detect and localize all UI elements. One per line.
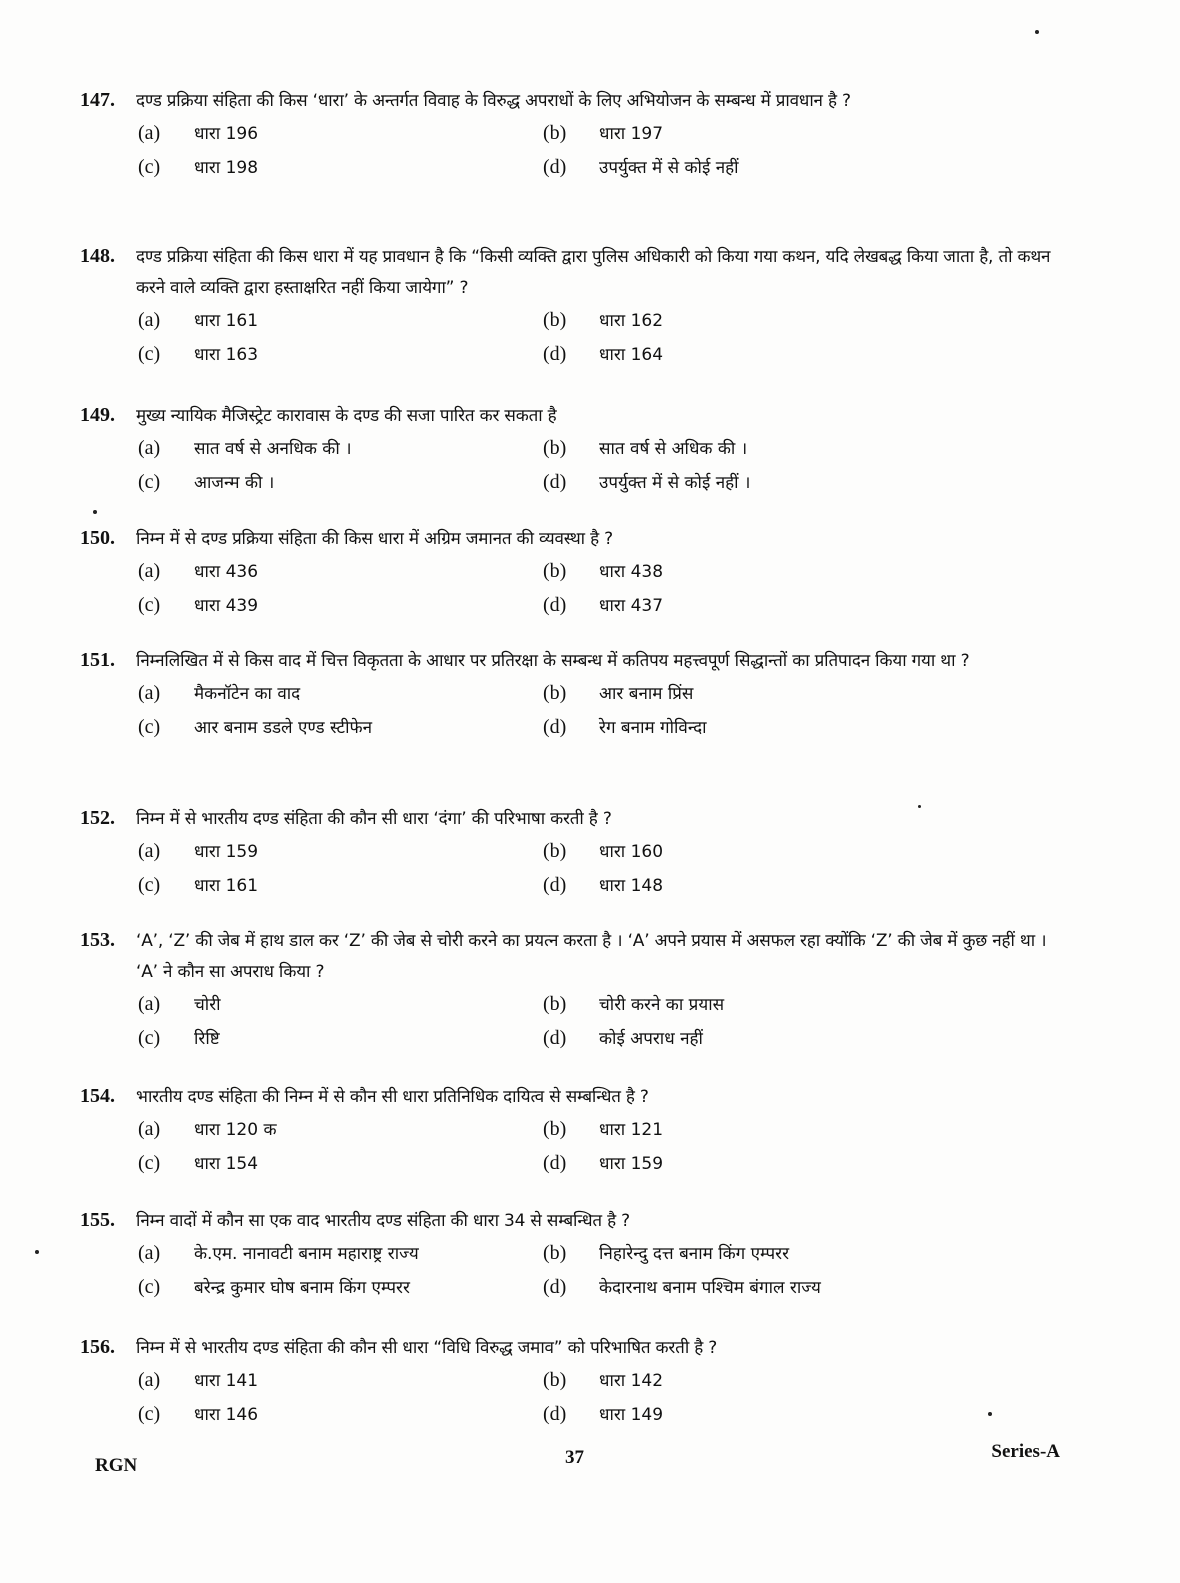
option-label: (d) xyxy=(543,156,567,178)
option-text: आर बनाम डडले एण्ड स्टीफेन xyxy=(194,718,373,738)
option-text: धारा 161 xyxy=(194,311,259,331)
question-154 xyxy=(80,1081,1070,1179)
option-c[interactable] xyxy=(138,338,543,370)
option-text: धारा 159 xyxy=(194,842,259,862)
option-a[interactable] xyxy=(138,1364,543,1396)
question-text: दण्ड प्रक्रिया संहिता की किस धारा में यह प्रावधान है कि “किसी व्यक्ति द्वारा पुलिस अधिकारी को किया गया कथन, यदि लेखबद्ध किया जाता है, तो कथन करने वाले व्यक्ति द्वारा हस्ताक्षरित नहीं किया जायेगा” ? xyxy=(136,247,1051,298)
option-b[interactable] xyxy=(543,1237,973,1269)
options-grid xyxy=(138,1113,1070,1179)
option-text: धारा 439 xyxy=(194,596,259,616)
option-d[interactable] xyxy=(543,869,973,901)
question-text: मुख्य न्यायिक मैजिस्ट्रेट कारावास के दण्ड की सजा पारित कर सकता है xyxy=(136,406,557,426)
option-text: मैकनॉटेन का वाद xyxy=(194,684,301,704)
options-grid xyxy=(138,988,1070,1054)
question-152 xyxy=(80,803,1070,901)
option-text: धारा 154 xyxy=(194,1154,259,1174)
option-text: आर बनाम प्रिंस xyxy=(599,684,694,704)
question-stem xyxy=(80,803,1070,835)
scan-speck xyxy=(35,1250,39,1254)
option-label: (d) xyxy=(543,716,567,738)
question-number: 152. xyxy=(80,807,115,829)
option-label: (a) xyxy=(138,840,161,862)
option-label: (c) xyxy=(138,1152,161,1174)
option-c[interactable] xyxy=(138,1147,543,1179)
question-150 xyxy=(80,523,1070,621)
option-b[interactable] xyxy=(543,988,973,1020)
option-a[interactable] xyxy=(138,1237,543,1269)
option-label: (c) xyxy=(138,1276,161,1298)
option-text: रिष्टि xyxy=(194,1029,220,1049)
option-text: धारा 197 xyxy=(599,124,664,144)
option-d[interactable] xyxy=(543,338,973,370)
question-155 xyxy=(80,1205,1070,1303)
option-b[interactable] xyxy=(543,304,973,336)
option-c[interactable] xyxy=(138,589,543,621)
option-label: (b) xyxy=(543,437,567,459)
scan-speck xyxy=(988,1412,992,1416)
option-c[interactable] xyxy=(138,1271,543,1303)
option-d[interactable] xyxy=(543,711,973,743)
option-b[interactable] xyxy=(543,835,973,867)
option-d[interactable] xyxy=(543,1147,973,1179)
question-text: निम्न में से भारतीय दण्ड संहिता की कौन सी धारा “विधि विरुद्ध जमाव” को परिभाषित करती है ? xyxy=(136,1338,718,1358)
option-label: (c) xyxy=(138,471,161,493)
option-label: (c) xyxy=(138,343,161,365)
option-b[interactable] xyxy=(543,1113,973,1145)
option-a[interactable] xyxy=(138,117,543,149)
option-a[interactable] xyxy=(138,835,543,867)
question-stem xyxy=(80,645,1070,677)
option-d[interactable] xyxy=(543,1022,973,1054)
option-label: (c) xyxy=(138,874,161,896)
option-label: (d) xyxy=(543,594,567,616)
scan-speck xyxy=(918,805,921,808)
question-text: ‘A’, ‘Z’ की जेब में हाथ डाल कर ‘Z’ की जेब से चोरी करने का प्रयत्न करता है । ‘A’ अपने प्रयास में असफल रहा क्योंकि ‘Z’ की जेब में कुछ नहीं था । ‘A’ ने कौन सा अपराध किया ? xyxy=(136,931,1047,982)
option-label: (d) xyxy=(543,1403,567,1425)
option-label: (c) xyxy=(138,1027,161,1049)
option-text: चोरी xyxy=(194,995,221,1015)
question-number: 154. xyxy=(80,1085,115,1107)
option-b[interactable] xyxy=(543,555,973,587)
page-number: 37 xyxy=(565,1447,584,1468)
question-stem xyxy=(80,1332,1070,1364)
question-149 xyxy=(80,400,1070,498)
question-153 xyxy=(80,925,1070,1054)
option-text: धारा 163 xyxy=(194,345,259,365)
question-number: 151. xyxy=(80,649,115,671)
question-number: 156. xyxy=(80,1336,115,1358)
option-text: सात वर्ष से अधिक की । xyxy=(599,439,748,459)
option-label: (b) xyxy=(543,1118,567,1140)
option-d[interactable] xyxy=(543,1398,973,1430)
question-number: 149. xyxy=(80,404,115,426)
option-text: उपर्युक्त में से कोई नहीं । xyxy=(599,473,751,493)
option-text: धारा 436 xyxy=(194,562,259,582)
question-text: दण्ड प्रक्रिया संहिता की किस ‘धारा’ के अन्तर्गत विवाह के विरुद्ध अपराधों के लिए अभियोजन के सम्बन्ध में प्रावधान है ? xyxy=(136,91,851,111)
option-text: के.एम. नानावटी बनाम महाराष्ट्र राज्य xyxy=(194,1244,419,1264)
option-b[interactable] xyxy=(543,117,973,149)
option-label: (b) xyxy=(543,560,567,582)
question-number: 155. xyxy=(80,1209,115,1231)
option-label: (c) xyxy=(138,594,161,616)
question-text: निम्नलिखित में से किस वाद में चित्त विकृतता के आधार पर प्रतिरक्षा के सम्बन्ध में कतिपय महत्त्वपूर्ण सिद्धान्तों का प्रतिपादन किया गया था ? xyxy=(136,651,970,671)
question-148 xyxy=(80,241,1070,370)
option-b[interactable] xyxy=(543,1364,973,1396)
question-stem xyxy=(80,1081,1070,1113)
option-text: धारा 164 xyxy=(599,345,664,365)
option-label: (a) xyxy=(138,122,161,144)
option-a[interactable] xyxy=(138,304,543,336)
options-grid xyxy=(138,432,1070,498)
option-label: (a) xyxy=(138,1118,161,1140)
option-a[interactable] xyxy=(138,555,543,587)
options-grid xyxy=(138,555,1070,621)
option-text: सात वर्ष से अनधिक की । xyxy=(194,439,352,459)
option-text: धारा 142 xyxy=(599,1371,664,1391)
option-label: (b) xyxy=(543,122,567,144)
question-text: निम्न में से भारतीय दण्ड संहिता की कौन सी धारा ‘दंगा’ की परिभाषा करती है ? xyxy=(136,809,612,829)
option-label: (b) xyxy=(543,1369,567,1391)
option-c[interactable] xyxy=(138,711,543,743)
question-stem xyxy=(80,523,1070,555)
scan-speck xyxy=(93,510,97,514)
option-text: धारा 149 xyxy=(599,1405,664,1425)
option-text: आजन्म की । xyxy=(194,473,275,493)
option-label: (d) xyxy=(543,1152,567,1174)
options-grid xyxy=(138,677,1070,743)
option-text: धारा 196 xyxy=(194,124,259,144)
option-c[interactable] xyxy=(138,151,543,183)
question-156 xyxy=(80,1332,1070,1430)
option-d[interactable] xyxy=(543,151,973,183)
option-text: धारा 437 xyxy=(599,596,664,616)
option-text: बरेन्द्र कुमार घोष बनाम किंग एम्परर xyxy=(194,1278,410,1298)
option-a[interactable] xyxy=(138,677,543,709)
option-c[interactable] xyxy=(138,466,543,498)
question-number: 150. xyxy=(80,527,115,549)
option-label: (a) xyxy=(138,1242,161,1264)
question-147 xyxy=(80,85,1070,183)
option-d[interactable] xyxy=(543,589,973,621)
option-label: (c) xyxy=(138,156,161,178)
question-stem xyxy=(80,1205,1070,1237)
option-c[interactable] xyxy=(138,1398,543,1430)
option-label: (b) xyxy=(543,309,567,331)
option-label: (d) xyxy=(543,1027,567,1049)
options-grid xyxy=(138,117,1070,183)
question-stem xyxy=(80,925,1070,988)
option-text: उपर्युक्त में से कोई नहीं xyxy=(599,158,739,178)
option-text: निहारेन्दु दत्त बनाम किंग एम्परर xyxy=(599,1244,790,1264)
option-text: धारा 438 xyxy=(599,562,664,582)
option-text: धारा 160 xyxy=(599,842,664,862)
option-d[interactable] xyxy=(543,466,973,498)
option-text: धारा 120 क xyxy=(194,1120,277,1140)
options-grid xyxy=(138,835,1070,901)
question-stem xyxy=(80,85,1070,117)
option-text: धारा 148 xyxy=(599,876,664,896)
question-text: निम्न में से दण्ड प्रक्रिया संहिता की किस धारा में अग्रिम जमानत की व्यवस्था है ? xyxy=(136,529,613,549)
question-151 xyxy=(80,645,1070,743)
option-label: (d) xyxy=(543,874,567,896)
page-footer xyxy=(95,1441,1060,1477)
option-label: (a) xyxy=(138,1369,161,1391)
option-label: (d) xyxy=(543,343,567,365)
option-label: (a) xyxy=(138,309,161,331)
option-d[interactable] xyxy=(543,1271,973,1303)
option-label: (c) xyxy=(138,716,161,738)
option-text: कोई अपराध नहीं xyxy=(599,1029,703,1049)
question-text: निम्न वादों में कौन सा एक वाद भारतीय दण्ड संहिता की धारा 34 से सम्बन्धित है ? xyxy=(136,1211,630,1231)
option-text: धारा 198 xyxy=(194,158,259,178)
option-label: (d) xyxy=(543,471,567,493)
question-text: भारतीय दण्ड संहिता की निम्न में से कौन सी धारा प्रतिनिधिक दायित्व से सम्बन्धित है ? xyxy=(136,1087,649,1107)
option-label: (b) xyxy=(543,682,567,704)
option-text: रेग बनाम गोविन्दा xyxy=(599,718,707,738)
option-text: धारा 146 xyxy=(194,1405,259,1425)
option-b[interactable] xyxy=(543,677,973,709)
option-label: (a) xyxy=(138,682,161,704)
option-text: चोरी करने का प्रयास xyxy=(599,995,725,1015)
options-grid xyxy=(138,1237,1070,1303)
option-text: केदारनाथ बनाम पश्चिम बंगाल राज्य xyxy=(599,1278,821,1298)
option-text: धारा 159 xyxy=(599,1154,664,1174)
option-label: (b) xyxy=(543,1242,567,1264)
option-text: धारा 121 xyxy=(599,1120,664,1140)
option-c[interactable] xyxy=(138,869,543,901)
series-label: Series-A xyxy=(991,1441,1060,1462)
option-label: (b) xyxy=(543,840,567,862)
option-a[interactable] xyxy=(138,988,543,1020)
question-number: 153. xyxy=(80,929,115,951)
option-text: धारा 161 xyxy=(194,876,259,896)
option-label: (b) xyxy=(543,993,567,1015)
question-stem xyxy=(80,241,1070,304)
option-label: (a) xyxy=(138,993,161,1015)
option-b[interactable] xyxy=(543,432,973,464)
option-label: (a) xyxy=(138,437,161,459)
booklet-code: RGN xyxy=(95,1455,138,1476)
options-grid xyxy=(138,304,1070,370)
options-grid xyxy=(138,1364,1070,1430)
option-text: धारा 141 xyxy=(194,1371,259,1391)
option-a[interactable] xyxy=(138,432,543,464)
scan-speck xyxy=(1035,30,1039,34)
option-label: (c) xyxy=(138,1403,161,1425)
option-a[interactable] xyxy=(138,1113,543,1145)
option-text: धारा 162 xyxy=(599,311,664,331)
question-stem xyxy=(80,400,1070,432)
option-label: (d) xyxy=(543,1276,567,1298)
option-label: (a) xyxy=(138,560,161,582)
question-number: 147. xyxy=(80,89,115,111)
question-number: 148. xyxy=(80,245,115,267)
option-c[interactable] xyxy=(138,1022,543,1054)
